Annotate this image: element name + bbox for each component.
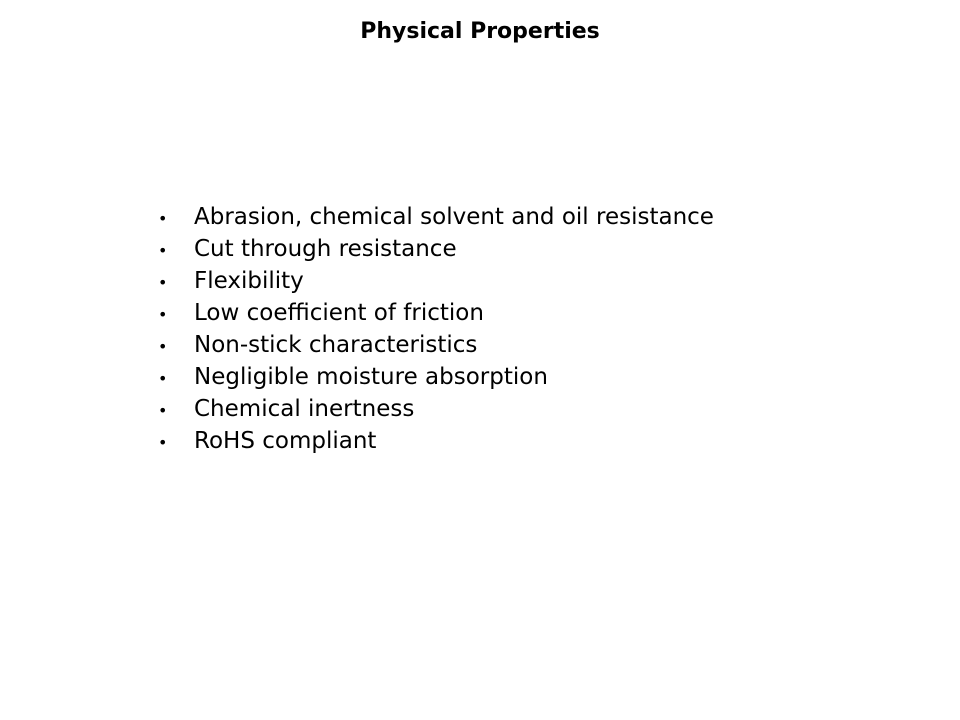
bullet-text: Cut through resistance — [194, 236, 457, 262]
bullet-icon: • — [158, 401, 168, 420]
list-item — [158, 201, 918, 233]
bullet-text: Negligible moisture absorption — [194, 364, 548, 390]
bullet-icon: • — [158, 273, 168, 292]
bullet-list — [158, 201, 918, 457]
bullet-icon: • — [158, 337, 168, 356]
list-item — [158, 393, 918, 425]
list-item — [158, 329, 918, 361]
bullet-text: Chemical inertness — [194, 396, 415, 422]
bullet-text: RoHS compliant — [194, 428, 377, 454]
bullet-icon: • — [158, 433, 168, 452]
bullet-text: Flexibility — [194, 268, 304, 294]
bullet-text: Abrasion, chemical solvent and oil resistance — [194, 204, 714, 230]
list-item — [158, 233, 918, 265]
bullet-icon: • — [158, 241, 168, 260]
list-item — [158, 361, 918, 393]
bullet-icon: • — [158, 369, 168, 388]
list-item — [158, 265, 918, 297]
list-item — [158, 297, 918, 329]
list-item — [158, 425, 918, 457]
bullet-icon: • — [158, 209, 168, 228]
bullet-text: Non-stick characteristics — [194, 332, 478, 358]
bullet-icon: • — [158, 305, 168, 324]
slide-title: Physical Properties — [360, 19, 600, 44]
bullet-text: Low coefficient of friction — [194, 300, 484, 326]
